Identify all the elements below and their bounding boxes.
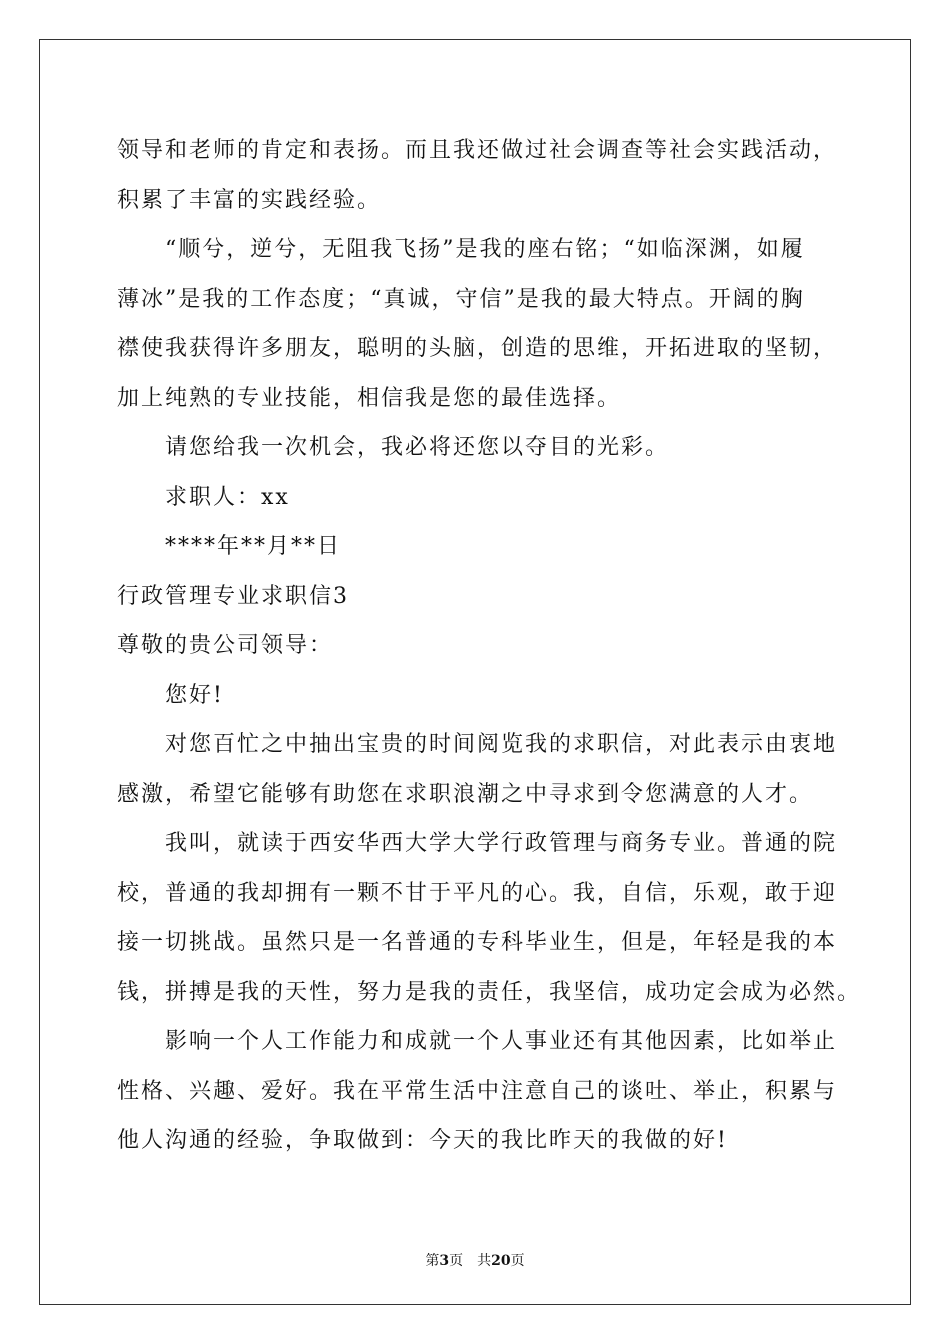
page-label-prefix: 第 <box>425 1253 440 1269</box>
page-label-mid: 页 共 <box>449 1253 492 1269</box>
section-title: 行政管理专业求职信3 <box>117 583 349 609</box>
page-current: 3 <box>439 1253 450 1269</box>
text-line: 性格、兴趣、爱好。我在平常生活中注意自己的谈吐、举止，积累与 <box>117 1078 838 1104</box>
text-line: 积累了丰富的实践经验。 <box>117 187 382 213</box>
page-footer <box>0 1250 950 1270</box>
date-line: ****年**月**日 <box>165 534 342 559</box>
text-line: 领导和老师的肯定和表扬。而且我还做过社会调查等社会实践活动， <box>117 138 838 163</box>
text-line: 加上纯熟的专业技能，相信我是您的最佳选择。 <box>117 385 622 411</box>
page-label-suffix: 页 <box>510 1253 525 1269</box>
text-line: 他人沟通的经验，争取做到：今天的我比昨天的我做的好! <box>117 1128 728 1153</box>
text-line: 对您百忙之中抽出宝贵的时间阅览我的求职信，对此表示由衷地 <box>165 732 838 757</box>
text-line: 接一切挑战。虽然只是一名普通的专科毕业生，但是，年轻是我的本 <box>117 930 838 955</box>
text-line: 我叫，就读于西安华西大学大学行政管理与商务专业。普通的院 <box>165 831 838 856</box>
text-line: 校，普通的我却拥有一颗不甘于平凡的心。我，自信，乐观，敢于迎 <box>117 880 838 906</box>
text-line: 感激，希望它能够有助您在求职浪潮之中寻求到令您满意的人才。 <box>117 781 814 807</box>
signature-line: 求职人：xx <box>165 484 290 510</box>
greeting: 您好! <box>165 682 224 708</box>
text-line: 请您给我一次机会，我必将还您以夺目的光彩。 <box>165 435 670 460</box>
document-body <box>117 126 862 1166</box>
text-line: 影响一个人工作能力和成就一个人事业还有其他因素，比如举止 <box>165 1029 838 1054</box>
text-line: “顺兮，逆兮，无阻我飞扬”是我的座右铭；“如临深渊，如履 <box>165 237 805 262</box>
text-line: 襟使我获得许多朋友，聪明的头脑，创造的思维，开拓进取的坚韧， <box>117 336 838 361</box>
text-line: 钱，拼搏是我的天性，努力是我的责任，我坚信，成功定会成为必然。 <box>117 979 862 1005</box>
page-total: 20 <box>491 1253 511 1269</box>
text-line: 薄冰”是我的工作态度；“真诚，守信”是我的最大特点。开阔的胸 <box>117 286 805 312</box>
salutation: 尊敬的贵公司领导： <box>117 633 334 658</box>
